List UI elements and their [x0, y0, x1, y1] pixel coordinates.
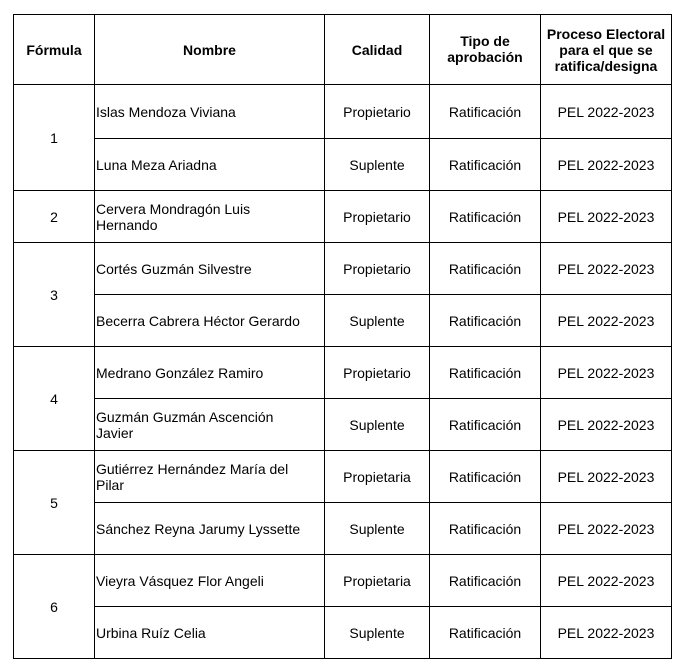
- table-row: [14, 295, 672, 347]
- nombre-cell: Becerra Cabrera Héctor Gerardo: [95, 295, 325, 347]
- header-calidad: Calidad: [325, 15, 430, 85]
- calidad-cell: Propietario: [325, 191, 430, 243]
- formula-cell: 5: [14, 451, 95, 555]
- table-row: [14, 347, 672, 399]
- header-nombre: Nombre: [95, 15, 325, 85]
- nombre-cell: Medrano González Ramiro: [95, 347, 325, 399]
- formula-cell: 1: [14, 85, 95, 191]
- tipo-cell: Ratificación: [430, 451, 541, 503]
- formula-cell: 3: [14, 243, 95, 347]
- proceso-cell: PEL 2022-2023: [541, 607, 672, 659]
- header-tipo-line2: aprobación: [447, 49, 523, 65]
- calidad-cell: Propietaria: [325, 451, 430, 503]
- nombre-cell: Luna Meza Ariadna: [95, 139, 325, 191]
- tipo-cell: Ratificación: [430, 607, 541, 659]
- tipo-cell: Ratificación: [430, 555, 541, 607]
- nombre-cell: [95, 399, 325, 451]
- tipo-cell: Ratificación: [430, 295, 541, 347]
- proceso-cell: PEL 2022-2023: [541, 191, 672, 243]
- candidates-table: [13, 14, 672, 659]
- nombre-cell: Cortés Guzmán Silvestre: [95, 243, 325, 295]
- calidad-cell: Propietaria: [325, 555, 430, 607]
- nombre-cell: Islas Mendoza Viviana: [95, 85, 325, 139]
- table-row: [14, 243, 672, 295]
- tipo-cell: Ratificación: [430, 399, 541, 451]
- proceso-cell: PEL 2022-2023: [541, 555, 672, 607]
- table-row: [14, 503, 672, 555]
- nombre-cell: Sánchez Reyna Jarumy Lyssette: [95, 503, 325, 555]
- calidad-cell: Suplente: [325, 295, 430, 347]
- tipo-cell: Ratificación: [430, 503, 541, 555]
- header-tipo-aprobacion: [430, 15, 541, 85]
- header-formula: Fórmula: [14, 15, 95, 85]
- calidad-cell: Suplente: [325, 139, 430, 191]
- table-header-row: [14, 15, 672, 85]
- tipo-cell: Ratificación: [430, 347, 541, 399]
- nombre-text: Gutiérrez Hernández María del Pilar: [96, 460, 289, 493]
- formula-cell: 6: [14, 555, 95, 659]
- proceso-cell: PEL 2022-2023: [541, 503, 672, 555]
- calidad-cell: Propietario: [325, 85, 430, 139]
- header-proceso-electoral: [541, 15, 672, 85]
- header-proceso-line2: para el que se: [559, 42, 653, 58]
- proceso-cell: PEL 2022-2023: [541, 295, 672, 347]
- proceso-cell: PEL 2022-2023: [541, 451, 672, 503]
- calidad-cell: Suplente: [325, 503, 430, 555]
- table-row: [14, 191, 672, 243]
- tipo-cell: Ratificación: [430, 191, 541, 243]
- nombre-cell: [95, 451, 325, 503]
- proceso-cell: PEL 2022-2023: [541, 85, 672, 139]
- formula-cell: 4: [14, 347, 95, 451]
- tipo-cell: Ratificación: [430, 139, 541, 191]
- nombre-cell: Vieyra Vásquez Flor Angeli: [95, 555, 325, 607]
- header-tipo-line1: Tipo de: [460, 33, 510, 49]
- header-proceso-line1: Proceso Electoral: [546, 26, 666, 42]
- nombre-text: Cervera Mondragón Luis Hernando: [96, 200, 251, 233]
- table-row: [14, 139, 672, 191]
- table-row: [14, 399, 672, 451]
- calidad-cell: Propietario: [325, 347, 430, 399]
- table-row: [14, 607, 672, 659]
- calidad-cell: Propietario: [325, 243, 430, 295]
- header-proceso-line3: ratifica/designa: [554, 58, 658, 74]
- nombre-cell: Urbina Ruíz Celia: [95, 607, 325, 659]
- table-row: [14, 85, 672, 139]
- calidad-cell: Suplente: [325, 607, 430, 659]
- nombre-cell: [95, 191, 325, 243]
- table-row: [14, 451, 672, 503]
- calidad-cell: Suplente: [325, 399, 430, 451]
- proceso-cell: PEL 2022-2023: [541, 243, 672, 295]
- proceso-cell: PEL 2022-2023: [541, 139, 672, 191]
- proceso-cell: PEL 2022-2023: [541, 347, 672, 399]
- tipo-cell: Ratificación: [430, 85, 541, 139]
- table-row: [14, 555, 672, 607]
- tipo-cell: Ratificación: [430, 243, 541, 295]
- formula-cell: 2: [14, 191, 95, 243]
- nombre-text: Guzmán Guzmán Ascención Javier: [96, 408, 274, 441]
- proceso-cell: PEL 2022-2023: [541, 399, 672, 451]
